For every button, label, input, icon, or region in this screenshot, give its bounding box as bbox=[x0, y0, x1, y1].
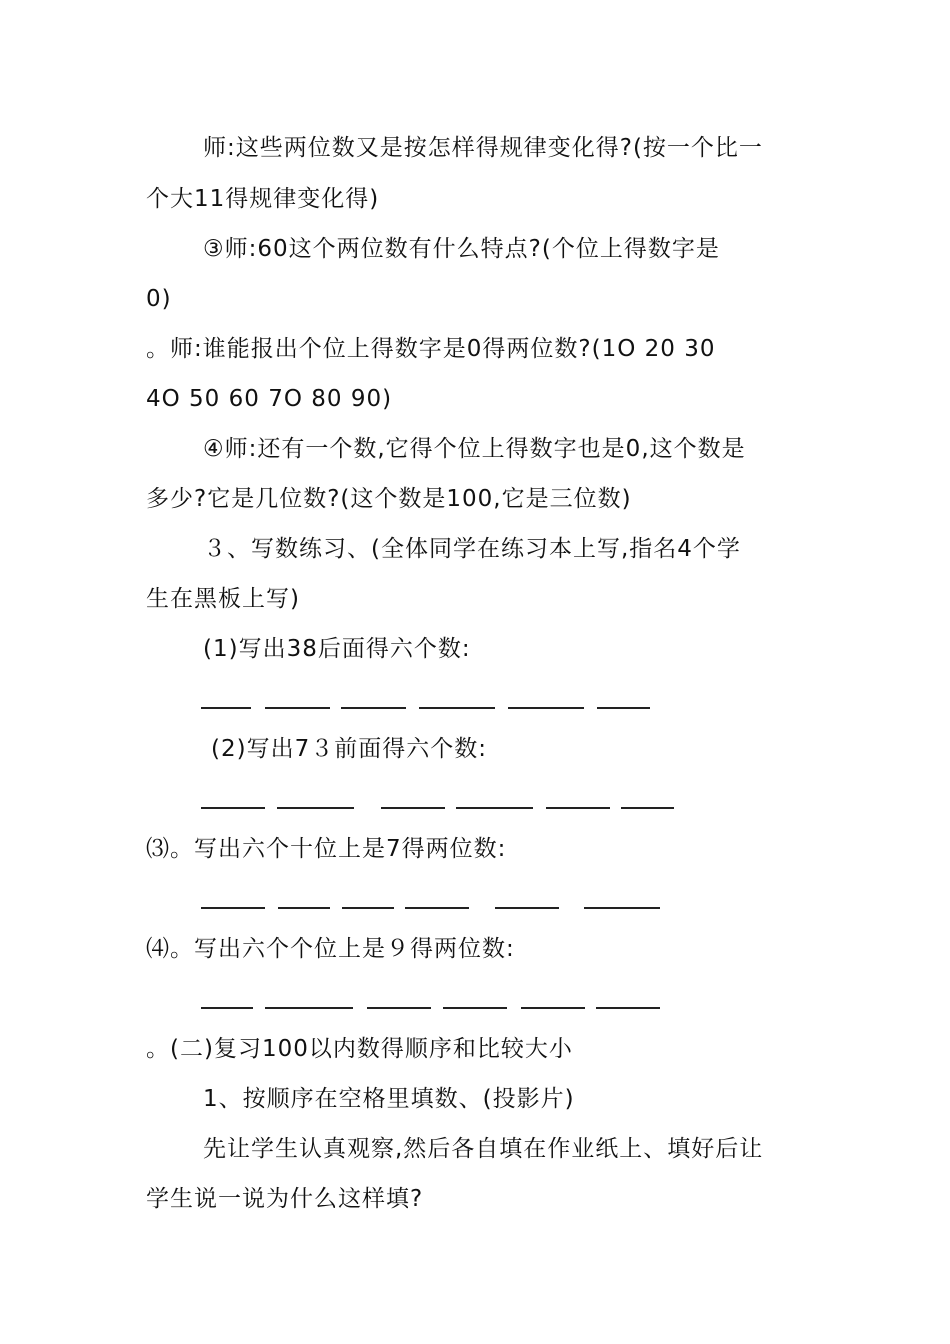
answer-blank bbox=[201, 706, 251, 709]
text-line: 4O 50 60 7O 80 90) bbox=[146, 386, 393, 412]
answer-blank bbox=[621, 806, 674, 809]
answer-blank bbox=[584, 906, 660, 909]
text-line: 多少?它是几位数?(这个数是100,它是三位数) bbox=[146, 486, 632, 512]
text-line: 先让学生认真观察,然后各自填在作业纸上、填好后让 bbox=[203, 1136, 764, 1162]
text-line: 。师:谁能报出个位上得数字是0得两位数?(1O 20 30 bbox=[146, 336, 716, 362]
text-line: 师:这些两位数又是按怎样得规律变化得?(按一个比一 bbox=[203, 135, 763, 161]
answer-blank bbox=[443, 1006, 507, 1009]
exercise-prompt: ⑷。写出六个个位上是９得两位数: bbox=[146, 936, 515, 962]
answer-blank bbox=[201, 906, 265, 909]
answer-blank bbox=[201, 806, 265, 809]
exercise-prompt: (2)写出7３前面得六个数: bbox=[211, 736, 487, 762]
text-line: ④师:还有一个数,它得个位上得数字也是0,这个数是 bbox=[203, 436, 746, 462]
text-line: ３、写数练习、(全体同学在练习本上写,指名4个学 bbox=[203, 536, 741, 562]
section-heading: 。(二)复习100以内数得顺序和比较大小 bbox=[146, 1036, 573, 1062]
answer-blank bbox=[277, 806, 354, 809]
answer-blank bbox=[456, 806, 533, 809]
exercise-prompt: ⑶。写出六个十位上是7得两位数: bbox=[146, 836, 507, 862]
answer-blank bbox=[546, 806, 610, 809]
answer-blank bbox=[419, 706, 495, 709]
answer-blank bbox=[508, 706, 584, 709]
answer-blank bbox=[596, 1006, 660, 1009]
answer-blank bbox=[201, 1006, 253, 1009]
answer-blank bbox=[405, 906, 469, 909]
text-line: 个大11得规律变化得) bbox=[146, 186, 380, 212]
answer-blank bbox=[265, 1006, 353, 1009]
exercise-prompt: (1)写出38后面得六个数: bbox=[203, 636, 471, 662]
answer-blank bbox=[521, 1006, 585, 1009]
answer-blank bbox=[495, 906, 559, 909]
answer-blank bbox=[342, 906, 394, 909]
text-line: 1、按顺序在空格里填数、(投影片) bbox=[203, 1086, 575, 1112]
text-line: 学生说一说为什么这样填? bbox=[146, 1186, 424, 1212]
text-line: 0) bbox=[146, 286, 172, 312]
answer-blank bbox=[278, 906, 330, 909]
text-line: ③师:60这个两位数有什么特点?(个位上得数字是 bbox=[203, 236, 720, 262]
answer-blank bbox=[597, 706, 650, 709]
answer-blank bbox=[341, 706, 406, 709]
answer-blank bbox=[265, 706, 330, 709]
answer-blank bbox=[381, 806, 445, 809]
answer-blank bbox=[367, 1006, 431, 1009]
text-line: 生在黑板上写) bbox=[146, 586, 300, 612]
